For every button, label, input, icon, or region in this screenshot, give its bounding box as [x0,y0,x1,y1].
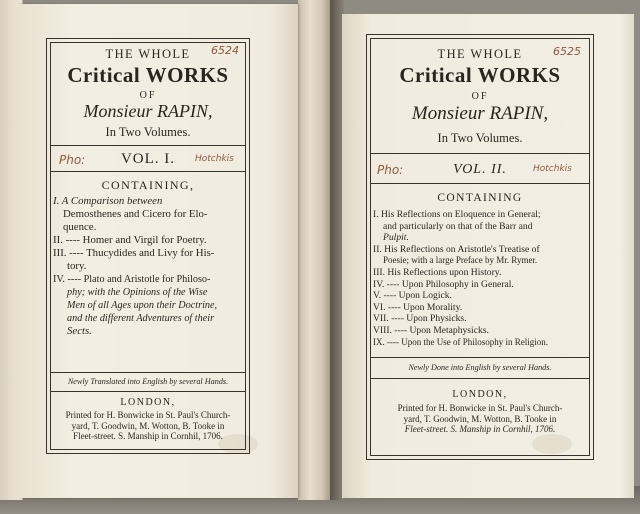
containing-heading: CONTAINING [437,192,523,204]
imprint-line: Fleet-street. S. Manship in Cornhil, 1706. [73,431,223,441]
shelf-mark-handwritten: 6525 [553,45,581,58]
signature-handwritten: Hotchkis [533,164,572,174]
contents-line: Poesie; with a large Preface by Mr. Rymer. [383,255,538,266]
right-title-page [342,14,634,498]
imprint-block [51,410,245,442]
contents-line: IV. ---- Plato and Aristotle for Philoso- [53,274,211,285]
imprint-line: Printed for H. Bonwicke in St. Paul's Church- [397,403,563,413]
containing-heading: CONTAINING, [101,178,195,192]
title-the-whole: THE WHOLE [437,47,523,61]
contents-line: quence. [63,221,97,233]
title-volumes: In Two Volumes. [105,125,191,139]
imprint-block [371,403,589,435]
divider-rule [51,372,245,373]
contents-line: Sects. [67,325,92,337]
contents-line: VI. ---- Upon Morality. [373,301,463,313]
divider-rule [51,171,245,172]
ownership-prefix-handwritten: Pho: [59,153,86,167]
divider-rule [51,391,245,392]
contents-line: IV. ---- Upon Philosophy in General. [373,278,514,290]
contents-line: I. His Reflections on Eloquence in General; [373,209,541,220]
ownership-prefix-handwritten: Pho: [377,163,404,177]
contents-line: VII. ---- Upon Physicks. [373,313,467,325]
imprint-line: yard, T. Goodwin, M. Wotton, B. Tooke in [71,420,225,431]
imprint-line: Fleet-street. S. Manship in Cornhil, 1706. [404,424,556,434]
imprint-line: yard, T. Goodwin, M. Wotton, B. Tooke in [403,413,557,424]
title-volumes: In Two Volumes. [437,131,523,145]
contents-line: III. ---- Thucydides and Livy for His- [53,247,215,259]
title-the-whole: THE WHOLE [105,47,191,61]
divider-rule [371,183,589,184]
translation-note: Newly Done into English by several Hands. [408,363,552,372]
translation-note: Newly Translated into English by several Hands. [67,377,229,386]
title-author: Monsieur RAPIN, [83,101,213,121]
contents-line: IX. ---- Upon the Use of Philosophy in Religion. [373,336,548,347]
divider-rule [371,357,589,358]
contents-line: I. A Comparison between [53,195,163,207]
divider-rule [371,153,589,154]
contents-line: Pulpit. [383,232,409,244]
divider-rule [51,145,245,146]
contents-line: Demosthenes and Cicero for Elo- [63,208,208,220]
signature-handwritten: Hotchkis [195,154,234,164]
title-critical-works: Critical WORKS [399,63,561,87]
right-page-border [366,34,594,460]
imprint-city: LONDON, [120,397,176,408]
contents-line: III. His Reflections upon History. [373,266,502,278]
contents-line: V. ---- Upon Logick. [373,290,452,302]
left-page-border [46,38,250,454]
volume-number: VOL. II. [453,162,507,177]
contents-list [53,195,243,338]
contents-line: tory. [67,260,87,272]
divider-rule [371,378,589,379]
contents-line: VIII. ---- Upon Metaphysicks. [373,324,489,336]
contents-line: Men of all Ages upon their Doctrine, [67,300,218,311]
title-critical-works: Critical WORKS [67,63,229,87]
imprint-line: Printed for H. Bonwicke in St. Paul's Church- [65,410,231,420]
contents-line: II. His Reflections on Aristotle's Treatise of [373,243,540,255]
shelf-mark-handwritten: 6524 [211,44,239,57]
contents-line: and particularly on that of the Barr and [383,220,533,232]
left-title-page [18,4,298,498]
imprint-city: LONDON, [452,389,508,400]
page-fold [298,0,332,500]
title-of: OF [139,90,157,101]
contents-line: II. ---- Homer and Virgil for Poetry. [53,234,207,246]
contents-line: and the different Adventures of their [67,313,215,324]
contents-line: phy; with the Opinions of the Wise [67,287,208,298]
contents-list [373,209,587,348]
title-of: OF [471,91,489,102]
title-author: Monsieur RAPIN, [411,103,549,124]
volume-number: VOL. I. [120,151,176,167]
